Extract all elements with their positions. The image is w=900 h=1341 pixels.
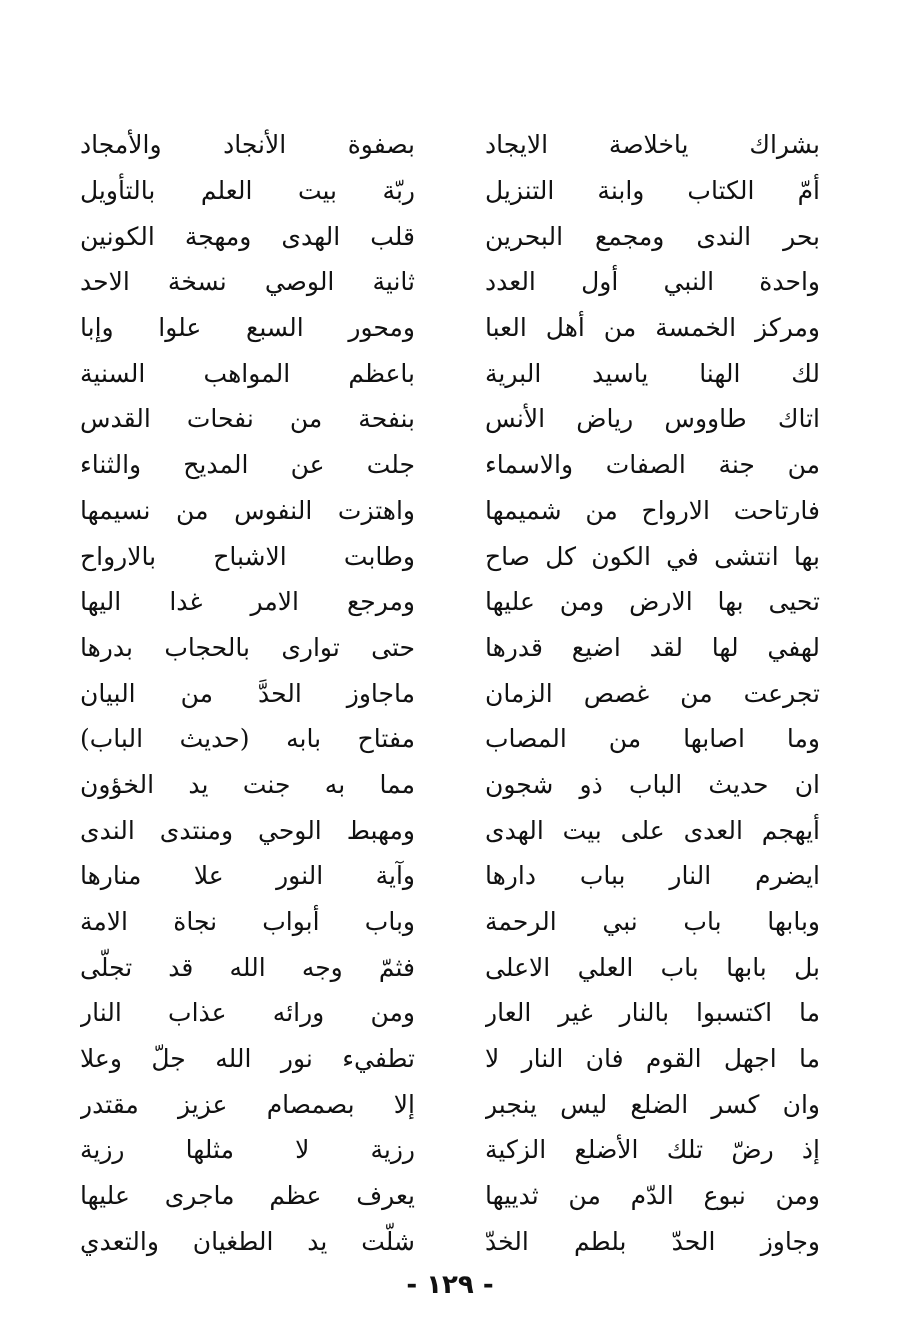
verse-line	[80, 944, 820, 990]
verse-left-hemistich: ومن ورائه عذاب النار	[80, 998, 415, 1028]
verse-right-hemistich: ان حديث الباب ذو شجون	[485, 769, 820, 799]
verse-left-hemistich: ثانية الوصي نسخة الاحد	[80, 267, 415, 297]
verse-line	[80, 488, 820, 534]
verse-left-hemistich: وباب أبواب نجاة الامة	[80, 907, 415, 937]
verse-right-hemistich: ما اجهل القوم فان النار لا	[485, 1044, 820, 1074]
verse-right-hemistich: وما اصابها من المصاب	[485, 724, 820, 754]
verse-left-hemistich: مفتاح بابه (حديث الباب)	[80, 724, 415, 754]
verse-left-hemistich: ومرجع الامر غدا اليها	[80, 587, 415, 617]
verse-line	[80, 899, 820, 945]
verse-line	[80, 579, 820, 625]
verse-line	[80, 716, 820, 762]
verse-line	[80, 122, 820, 168]
verse-line	[80, 670, 820, 716]
verse-line	[80, 396, 820, 442]
verse-line	[80, 1173, 820, 1219]
verse-right-hemistich: فارتاحت الارواح من شميمها	[485, 495, 820, 525]
verse-right-hemistich: أمّ الكتاب وابنة التنزيل	[485, 176, 820, 206]
verse-left-hemistich: قلب الهدى ومهجة الكونين	[80, 221, 415, 251]
verse-line	[80, 168, 820, 214]
verse-right-hemistich: وجاوز الحدّ بلطم الخدّ	[485, 1226, 820, 1256]
verse-right-hemistich: تحيى بها الارض ومن عليها	[485, 587, 820, 617]
verse-left-hemistich: ومحور السبع علوا وإبا	[80, 313, 415, 343]
verse-right-hemistich: واحدة النبي أول العدد	[485, 267, 820, 297]
verse-right-hemistich: بها انتشى في الكون كل صاح	[485, 541, 820, 571]
verse-line	[80, 853, 820, 899]
verse-left-hemistich: تطفيء نور الله جلّ وعلا	[80, 1044, 415, 1074]
verse-right-hemistich: من جنة الصفات والاسماء	[485, 450, 820, 480]
verse-left-hemistich: بصفوة الأنجاد والأمجاد	[80, 130, 415, 160]
verse-line	[80, 807, 820, 853]
verse-left-hemistich: واهتزت النفوس من نسيمها	[80, 495, 415, 525]
verse-right-hemistich: وبابها باب نبي الرحمة	[485, 907, 820, 937]
verse-right-hemistich: وان كسر الضلع ليس ينجبر	[485, 1089, 820, 1119]
verse-line	[80, 305, 820, 351]
verse-right-hemistich: بحر الندى ومجمع البحرين	[485, 221, 820, 251]
verse-left-hemistich: شلّت يد الطغيان والتعدي	[80, 1226, 415, 1256]
verse-left-hemistich: ماجاوز الحدَّ من البيان	[80, 678, 415, 708]
verse-line	[80, 1081, 820, 1127]
verse-left-hemistich: بنفحة من نفحات القدس	[80, 404, 415, 434]
verse-line	[80, 533, 820, 579]
verse-left-hemistich: جلت عن المديح والثناء	[80, 450, 415, 480]
verse-right-hemistich: بشراك ياخلاصة الايجاد	[485, 130, 820, 160]
verse-left-hemistich: ومهبط الوحي ومنتدى الندى	[80, 815, 415, 845]
verse-line	[80, 990, 820, 1036]
verse-line	[80, 1219, 820, 1265]
verse-left-hemistich: وآية النور علا منارها	[80, 861, 415, 891]
verse-line	[80, 625, 820, 671]
verse-left-hemistich: ربّة بيت العلم بالتأويل	[80, 176, 415, 206]
verse-left-hemistich: يعرف عظم ماجرى عليها	[80, 1181, 415, 1211]
verse-line	[80, 442, 820, 488]
verse-right-hemistich: إذ رضّ تلك الأضلع الزكية	[485, 1135, 820, 1165]
verse-right-hemistich: ما اكتسبوا بالنار غير العار	[485, 998, 820, 1028]
verse-right-hemistich: لك الهنا ياسيد البرية	[485, 358, 820, 388]
verse-line	[80, 259, 820, 305]
verse-left-hemistich: مما به جنت يد الخؤون	[80, 769, 415, 799]
poem-body	[80, 122, 820, 1264]
verse-left-hemistich: حتى تواری بالحجاب بدرها	[80, 632, 415, 662]
verse-left-hemistich: وطابت الاشباح بالارواح	[80, 541, 415, 571]
verse-line	[80, 350, 820, 396]
verse-right-hemistich: أيهجم العدى على بيت الهدى	[485, 815, 820, 845]
verse-left-hemistich: فثمّ وجه الله قد تجلّى	[80, 952, 415, 982]
verse-right-hemistich: بل بابها باب العلي الاعلى	[485, 952, 820, 982]
verse-left-hemistich: باعظم المواهب السنية	[80, 358, 415, 388]
verse-right-hemistich: اتاك طاووس رياض الأنس	[485, 404, 820, 434]
verse-right-hemistich: لهفي لها لقد اضيع قدرها	[485, 632, 820, 662]
verse-right-hemistich: ومن نبوع الدّم من ثدييها	[485, 1181, 820, 1211]
verse-right-hemistich: تجرعت من غصص الزمان	[485, 678, 820, 708]
verse-line	[80, 213, 820, 259]
verse-left-hemistich: رزية لا مثلها رزية	[80, 1135, 415, 1165]
verse-line	[80, 762, 820, 808]
verse-right-hemistich: ومركز الخمسة من أهل العبا	[485, 313, 820, 343]
verse-right-hemistich: ايضرم النار بباب دارها	[485, 861, 820, 891]
verse-line	[80, 1036, 820, 1082]
page-number: - ١٢٩ -	[406, 1270, 494, 1300]
verse-line	[80, 1127, 820, 1173]
verse-left-hemistich: إلا بصمصام عزيز مقتدر	[80, 1089, 415, 1119]
